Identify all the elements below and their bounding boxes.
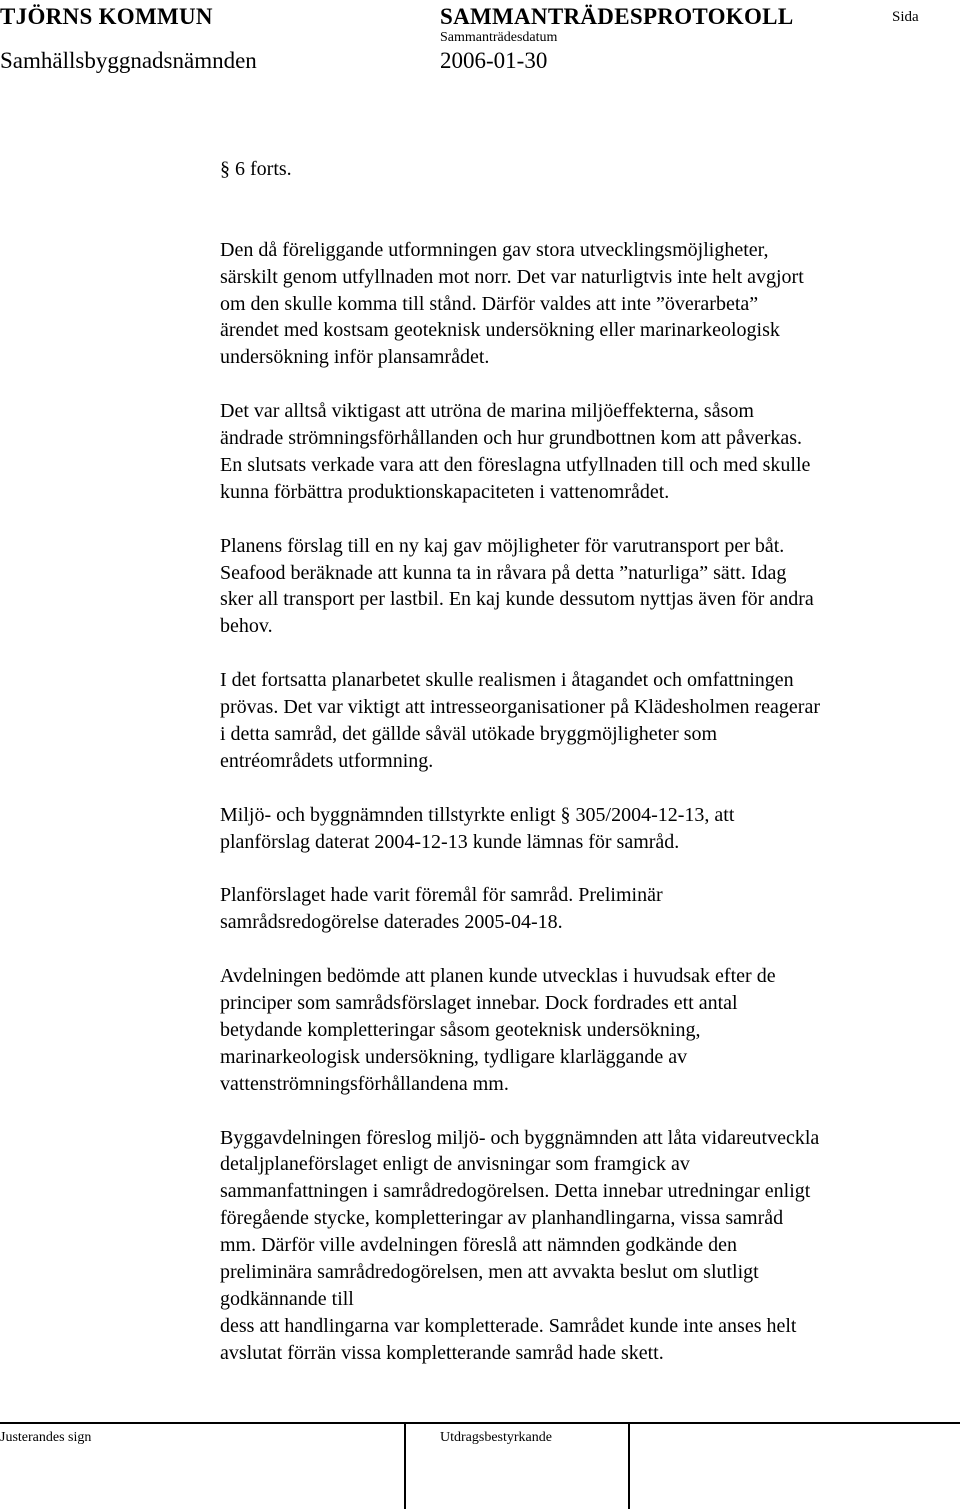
section-heading: § 6 forts.: [220, 158, 292, 180]
text-line: detaljplaneförslaget enligt de anvisningar som framgick av: [220, 1153, 690, 1176]
text-line: Seafood beräknade att kunna ta in råvara på detta ”naturliga” sätt. Idag: [220, 561, 787, 584]
paragraph: [220, 667, 940, 775]
paragraph: [220, 963, 940, 1098]
text-line: godkännande till: [220, 1287, 354, 1310]
text-line: samrådsredogörelse daterades 2005-04-18.: [220, 911, 563, 934]
text-line: entréområdets utformning.: [220, 749, 434, 772]
paragraph: [220, 1125, 940, 1367]
footer-column-divider: [404, 1423, 406, 1509]
text-line: vattenströmningsförhållandena mm.: [220, 1072, 509, 1095]
footer-column-divider: [628, 1423, 630, 1509]
paragraph: [220, 237, 940, 372]
signature-label: Justerandes sign: [0, 1430, 92, 1445]
paragraph: [220, 882, 940, 936]
text-line: betydande kompletteringar såsom geoteknisk undersökning,: [220, 1018, 701, 1041]
text-line: behov.: [220, 615, 273, 638]
certification-label: Utdragsbestyrkande: [440, 1430, 552, 1445]
text-line: sker all transport per lastbil. En kaj kunde dessutom nyttjas även för andra: [220, 588, 814, 611]
text-line: ändrade strömningsförhållanden och hur grundbottnen kom att påverkas.: [220, 427, 803, 450]
text-line: föregående stycke, kompletteringar av planhandlingarna, vissa samråd: [220, 1207, 784, 1230]
text-line: om den skulle komma till stånd. Därför valdes att inte ”överarbeta”: [220, 292, 759, 315]
protocol-body: [220, 156, 940, 1367]
text-line: prövas. Det var viktigt att intresseorganisationer på Klädesholmen reagerar: [220, 696, 820, 719]
text-line: sammanfattningen i samrådredogörelsen. Detta innebar utredningar enligt: [220, 1180, 811, 1203]
text-line: Planförslaget hade varit föremål för samråd. Preliminär: [220, 884, 663, 907]
text-line: principer som samrådsförslaget innebar. Dock fordrades ett antal: [220, 991, 738, 1014]
footer-divider: [0, 1422, 960, 1424]
meeting-date-label: Sammanträdesdatum: [440, 30, 558, 45]
text-line: dess att handlingarna var kompletterade. Samrådet kunde inte anses helt: [220, 1314, 797, 1337]
text-line: I det fortsatta planarbetet skulle realismen i åtagandet och omfattningen: [220, 669, 794, 692]
text-line: planförslag daterat 2004-12-13 kunde lämnas för samråd.: [220, 830, 680, 853]
text-line: preliminära samrådredogörelsen, men att avvakta beslut om slutligt: [220, 1261, 759, 1284]
text-line: En slutsats verkade vara att den föreslagna utfyllnaden till och med skulle: [220, 453, 811, 476]
meeting-date: 2006-01-30: [440, 48, 548, 73]
text-line: ärendet med kostsam geoteknisk undersökning eller marinarkeologisk: [220, 319, 780, 342]
text-line: Miljö- och byggnämnden tillstyrkte enligt § 305/2004-12-13, att: [220, 803, 735, 826]
organization-name: TJÖRNS KOMMUN: [0, 4, 213, 29]
text-line: i detta samråd, det gällde såväl utökade bryggmöjligheter som: [220, 722, 718, 745]
paragraph: [220, 398, 940, 452]
text-line: Planens förslag till en ny kaj gav möjligheter för varutransport per båt.: [220, 534, 785, 557]
text-line: särskilt genom utfyllnaden mot norr. Det var naturligtvis inte helt avgjort: [220, 265, 804, 288]
text-line: mm. Därför ville avdelningen föreslå att nämnden godkände den: [220, 1234, 738, 1257]
text-line: Avdelningen bedömde att planen kunde utvecklas i huvudsak efter de: [220, 965, 776, 988]
text-line: Det var alltså viktigast att utröna de marina miljöeffekterna, såsom: [220, 400, 754, 423]
text-line: Byggavdelningen föreslog miljö- och byggnämnden att låta vidareutveckla: [220, 1126, 820, 1149]
page-label: Sida: [892, 9, 919, 25]
paragraph: [220, 802, 940, 856]
document-title: SAMMANTRÄDESPROTOKOLL: [440, 4, 794, 29]
text-line: Den då föreliggande utformningen gav stora utvecklingsmöjligheter,: [220, 238, 769, 261]
text-line: undersökning inför plansamrådet.: [220, 346, 490, 369]
text-line: kunna förbättra produktionskapaciteten i vattenområdet.: [220, 480, 670, 503]
text-line: marinarkeologisk undersökning, tydligare klarläggande av: [220, 1045, 688, 1068]
board-name: Samhällsbyggnadsnämnden: [0, 48, 257, 73]
text-line: avslutat förrän vissa kompletterande samråd hade skett.: [220, 1341, 664, 1364]
paragraph: [220, 452, 940, 506]
paragraph: [220, 533, 940, 641]
